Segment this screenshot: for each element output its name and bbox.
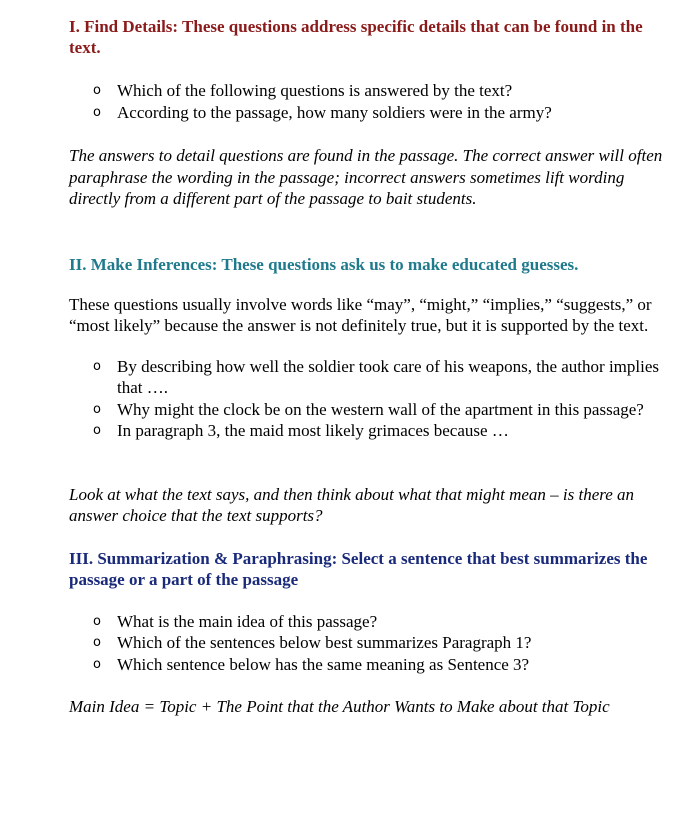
section1-bullet-list <box>69 80 669 123</box>
list-item-text: Which of the sentences below best summarizes Paragraph 1? <box>117 633 532 652</box>
list-item <box>69 356 669 399</box>
bullet-icon: o <box>93 635 101 650</box>
bullet-icon: o <box>93 358 101 374</box>
list-item-text: What is the main idea of this passage? <box>117 611 378 631</box>
list-item-text: Which of the following questions is answered by the text? <box>117 81 513 100</box>
bullet-icon: o <box>93 613 101 629</box>
section1-heading: I. Find Details: These questions address specific details that can be found in the text. <box>69 17 643 57</box>
bullet-icon: o <box>93 656 101 672</box>
section2-intro: These questions usually involve words like “may”, “might,” “implies,” “suggests,” or “most likely” because the answer is not definitely true, but it is supported by the text. <box>69 294 652 335</box>
list-item <box>69 611 669 633</box>
section3-heading: III. Summarization & Paraphrasing: Select a sentence that best summarizes the passage or a part of the passage <box>69 548 648 589</box>
list-item-text: By describing how well the soldier took care of his weapons, the author implies that …. <box>117 356 659 397</box>
section2-bullet-list <box>69 356 669 442</box>
document-page <box>69 16 669 718</box>
list-item-text: According to the passage, how many soldiers were in the army? <box>117 102 552 122</box>
bullet-icon: o <box>93 104 101 120</box>
section1-note: The answers to detail questions are found in the passage. The correct answer will often paraphrase the wording in the passage; incorrect answers sometimes lift wording directly from a different part of the passage to bait students. <box>69 146 663 208</box>
section2-heading: II. Make Inferences: These questions ask us to make educated guesses. <box>69 254 579 274</box>
list-item <box>69 399 669 421</box>
list-item <box>69 420 669 442</box>
list-item-text: In paragraph 3, the maid most likely grimaces because … <box>117 421 509 440</box>
bullet-icon: o <box>93 401 101 417</box>
list-item-text: Why might the clock be on the western wall of the apartment in this passage? <box>117 399 644 419</box>
list-item <box>69 102 669 124</box>
section2-note: Look at what the text says, and then think about what that might mean – is there an answer choice that the text supports? <box>69 484 635 525</box>
list-item-text: Which sentence below has the same meaning as Sentence 3? <box>117 654 530 674</box>
list-item <box>69 654 669 676</box>
section3-bullet-list <box>69 611 669 676</box>
bullet-icon: o <box>93 83 101 98</box>
bullet-icon: o <box>93 423 101 438</box>
list-item <box>69 632 669 654</box>
section3-note: Main Idea = Topic + The Point that the Author Wants to Make about that Topic <box>69 697 610 716</box>
list-item <box>69 80 669 102</box>
